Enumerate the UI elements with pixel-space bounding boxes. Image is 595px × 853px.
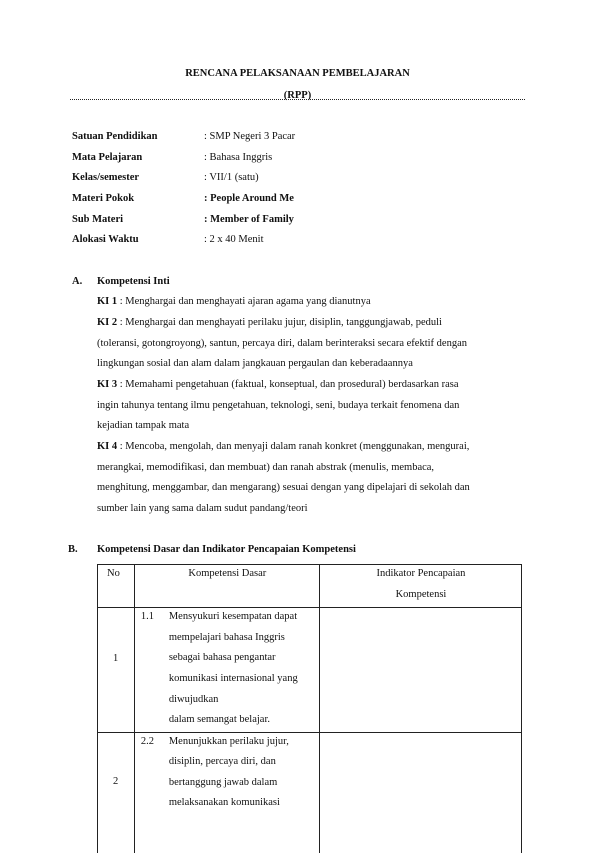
document-subtitle: (RPP)	[0, 90, 595, 101]
identity-value: : Member of Family	[204, 214, 294, 225]
header-indicator-line1: Indikator Pencapaian	[320, 568, 522, 579]
document-title: RENCANA PELAKSANAAN PEMBELAJARAN	[0, 68, 595, 79]
table-row	[98, 608, 522, 733]
section-a-title: Kompetensi Inti	[97, 276, 170, 287]
header-no: No	[107, 568, 120, 579]
ki-text: ingin tahunya tentang ilmu pengetahuan, teknologi, seni, budaya terkait fenomena dan	[97, 400, 459, 411]
identity-label: Kelas/semester	[72, 172, 139, 183]
section-b-title: Kompetensi Dasar dan Indikator Pencapaian Kompetensi	[97, 544, 356, 555]
dotted-divider	[70, 99, 525, 100]
ki-text: lingkungan sosial dan alam dalam jangkauan pergaulan dan keberadaannya	[97, 358, 413, 369]
ki-line	[97, 420, 189, 431]
ki-text: kejadian tampak mata	[97, 420, 189, 431]
ki-line	[97, 503, 308, 514]
ki-text: merangkai, memodifikasi, dan membuat) dan ranah abstrak (menulis, membaca,	[97, 462, 434, 473]
ki-label: KI 2	[97, 317, 117, 328]
row-no: 1	[113, 653, 118, 664]
header-no-cell	[98, 565, 135, 608]
kd-line: disiplin, percaya diri, dan	[169, 756, 276, 767]
ki-line	[97, 462, 434, 473]
ki-line	[97, 400, 459, 411]
header-indicator-line2: Kompetensi	[320, 589, 522, 600]
identity-label: Mata Pelajaran	[72, 152, 142, 163]
ki-text: sumber lain yang sama dalam sudut pandang/teori	[97, 503, 308, 514]
ki-text: : Menghargai dan menghayati perilaku jujur, disiplin, tanggungjawab, peduli	[117, 317, 442, 328]
row-kd-cell	[134, 608, 319, 733]
identity-value: : SMP Negeri 3 Pacar	[204, 131, 295, 142]
kd-line: sebagai bahasa pengantar	[169, 652, 276, 663]
kd-code: 2.2	[141, 736, 154, 747]
ki-text: : Menghargai dan menghayati ajaran agama yang dianutnya	[117, 296, 370, 307]
section-a-letter: A.	[72, 276, 82, 287]
header-kd-cell	[134, 565, 319, 608]
ki-line	[97, 296, 371, 307]
header-indicator-cell	[319, 565, 521, 608]
row-indicator-cell	[319, 608, 521, 733]
ki-line	[97, 441, 469, 452]
identity-label: Alokasi Waktu	[72, 234, 139, 245]
row-indicator-cell	[319, 733, 521, 853]
kd-line: dalam semangat belajar.	[169, 714, 270, 725]
ki-text: : Mencoba, mengolah, dan menyaji dalam ranah konkret (menggunakan, mengurai,	[117, 441, 469, 452]
ki-text: (toleransi, gotongroyong), santun, percaya diri, dalam berinteraksi secara efektif dengan	[97, 338, 467, 349]
kd-line: melaksanakan komunikasi	[169, 797, 280, 808]
ki-text: menghitung, menggambar, dan mengarang) sesuai dengan yang dipelajari di sekolah dan	[97, 482, 470, 493]
section-b-letter: B.	[68, 544, 78, 555]
identity-value: : People Around Me	[204, 193, 294, 204]
ki-label: KI 1	[97, 296, 117, 307]
row-no: 2	[113, 776, 118, 787]
kd-code: 1.1	[141, 611, 154, 622]
identity-label: Satuan Pendidikan	[72, 131, 158, 142]
identity-value: : VII/1 (satu)	[204, 172, 259, 183]
kd-line: Mensyukuri kesempatan dapat	[169, 611, 297, 622]
ki-line	[97, 317, 442, 328]
row-no-cell	[98, 608, 135, 733]
ki-label: KI 4	[97, 441, 117, 452]
identity-label: Materi Pokok	[72, 193, 134, 204]
identity-label: Sub Materi	[72, 214, 123, 225]
kd-line: bertanggung jawab dalam	[169, 777, 277, 788]
table-header-row	[98, 565, 522, 608]
identity-value: : 2 x 40 Menit	[204, 234, 264, 245]
ki-line	[97, 482, 470, 493]
kd-line: diwujudkan	[169, 694, 219, 705]
ki-line	[97, 358, 413, 369]
row-kd-cell	[134, 733, 319, 853]
identity-value: : Bahasa Inggris	[204, 152, 272, 163]
ki-line	[97, 379, 459, 390]
header-kd: Kompetensi Dasar	[135, 568, 320, 579]
ki-line	[97, 338, 467, 349]
kd-line: Menunjukkan perilaku jujur,	[169, 736, 289, 747]
ki-text: : Memahami pengetahuan (faktual, konseptual, dan prosedural) berdasarkan rasa	[117, 379, 458, 390]
ki-label: KI 3	[97, 379, 117, 390]
table-row	[98, 733, 522, 853]
kd-table	[97, 564, 522, 853]
row-no-cell	[98, 733, 135, 853]
kd-line: mempelajari bahasa Inggris	[169, 632, 285, 643]
kd-line: komunikasi internasional yang	[169, 673, 298, 684]
